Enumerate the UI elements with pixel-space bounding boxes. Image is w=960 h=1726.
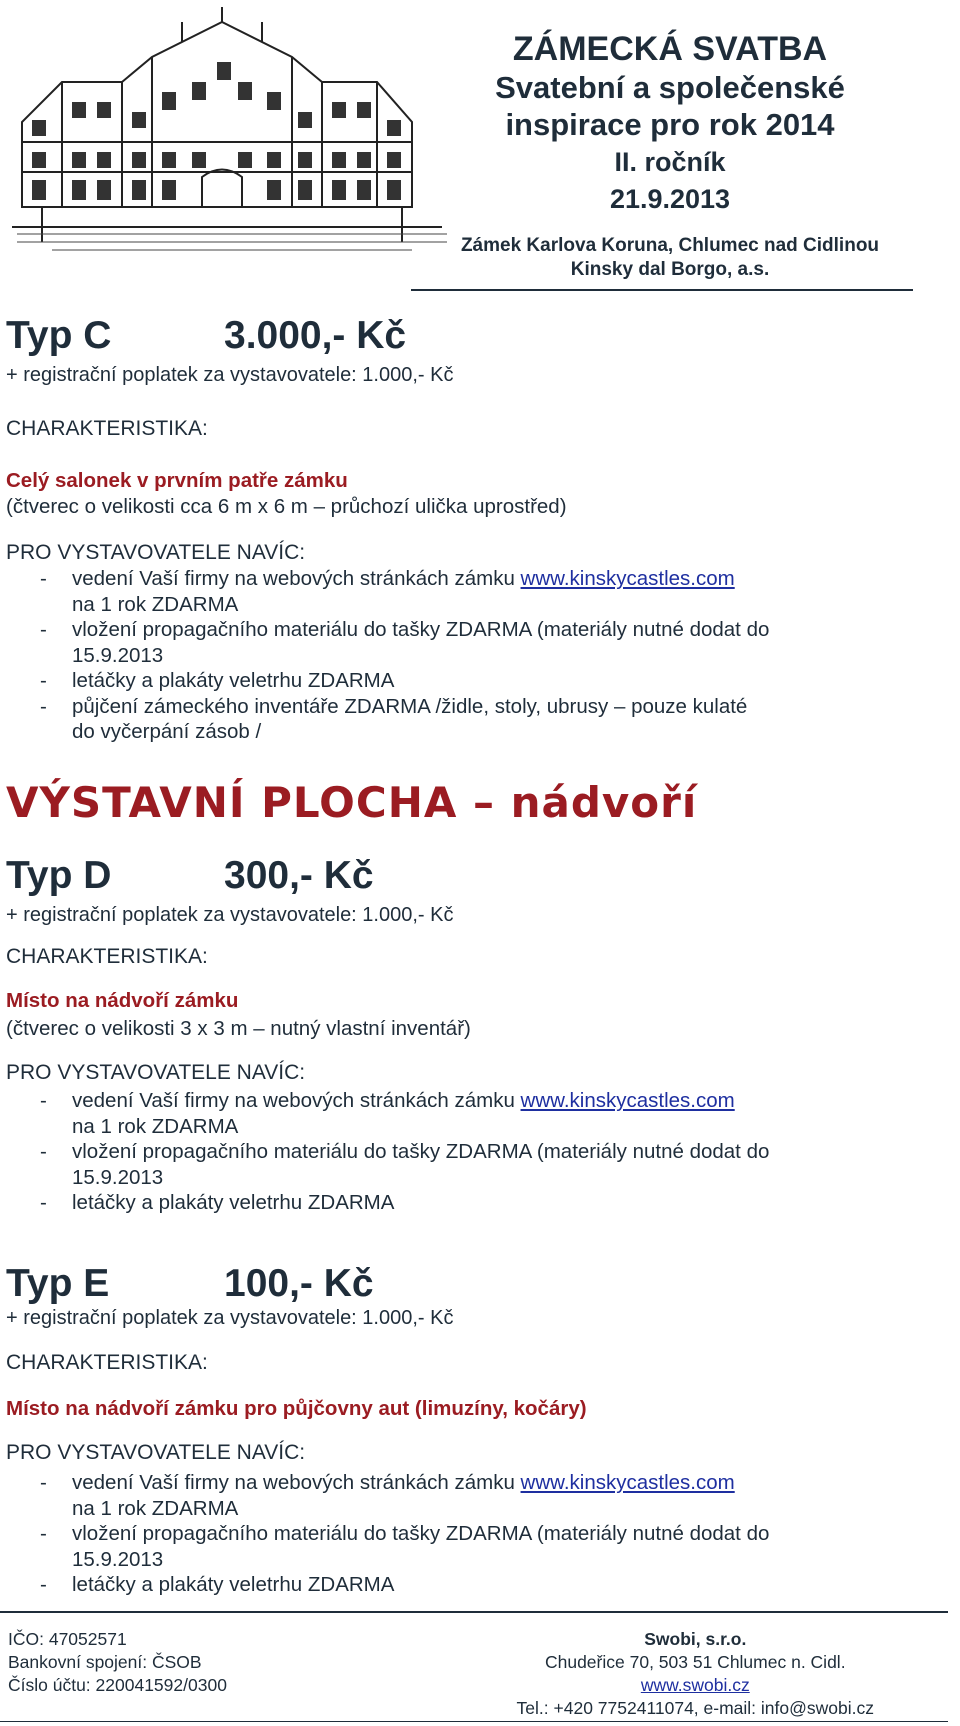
typ-d-heading bbox=[6, 854, 374, 898]
typ-e-heading bbox=[6, 1262, 374, 1306]
typ-c-name: Typ C bbox=[6, 314, 112, 357]
list-item: - vložení propagačního materiálu do tašky ZDARMA (materiály nutné dodat do bbox=[40, 1522, 770, 1545]
footer-company: Swobi, s.r.o. bbox=[644, 1629, 747, 1649]
list-item: - letáčky a plakáty veletrhu ZDARMA bbox=[40, 1191, 395, 1214]
footer-divider bbox=[0, 1611, 948, 1613]
list-item: na 1 rok ZDARMA bbox=[72, 1496, 239, 1520]
list-item: 15.9.2013 bbox=[72, 643, 164, 667]
typ-e-name: Typ E bbox=[6, 1262, 110, 1305]
typ-d-description: (čtverec o velikosti 3 x 3 m – nutný vlastní inventář) bbox=[6, 1017, 471, 1040]
typ-c-price: 3.000,- Kč bbox=[224, 314, 407, 357]
list-item: - vedení Vaší firmy na webových stránkách zámku www.kinskycastles.com bbox=[40, 1089, 735, 1112]
kinskycastles-link[interactable]: www.kinskycastles.com bbox=[520, 567, 735, 590]
typ-d-characteristics-label: CHARAKTERISTIKA: bbox=[6, 945, 208, 968]
list-item: - vedení Vaší firmy na webových stránkách zámku www.kinskycastles.com bbox=[40, 567, 735, 590]
list-item: na 1 rok ZDARMA bbox=[72, 592, 239, 616]
list-item: - vložení propagačního materiálu do tašky ZDARMA (materiály nutné dodat do bbox=[40, 618, 770, 641]
typ-d-name: Typ D bbox=[6, 854, 112, 897]
list-item: na 1 rok ZDARMA bbox=[72, 1114, 239, 1138]
footer-right bbox=[517, 1628, 874, 1720]
list-item: - půjčení zámeckého inventáře ZDARMA /židle, stoly, ubrusy – pouze kulaté bbox=[40, 694, 748, 718]
event-venue: Zámek Karlova Koruna, Chlumec nad Cidlinou bbox=[460, 235, 880, 256]
event-subtitle-line1: Svatební a společenské bbox=[495, 70, 845, 105]
event-date: 21.9.2013 bbox=[609, 184, 731, 214]
footer-bottom-divider bbox=[0, 1721, 948, 1722]
footer-bank: Bankovní spojení: ČSOB bbox=[8, 1652, 202, 1672]
list-item: - vedení Vaší firmy na webových stránkách zámku www.kinskycastles.com bbox=[40, 1471, 735, 1494]
event-title: ZÁMECKÁ SVATBA bbox=[512, 30, 828, 68]
typ-c-characteristics-label: CHARAKTERISTIKA: bbox=[6, 417, 208, 440]
typ-e-headline: Místo na nádvoří zámku pro půjčovny aut (limuzíny, kočáry) bbox=[6, 1397, 587, 1420]
typ-c-headline: Celý salonek v prvním patře zámku bbox=[6, 469, 348, 492]
event-subtitle-line2: inspirace pro rok 2014 bbox=[505, 107, 835, 142]
typ-e-extras-label: PRO VYSTAVOVATELE NAVÍC: bbox=[6, 1441, 306, 1464]
event-owner: Kinsky dal Borgo, a.s. bbox=[570, 259, 770, 280]
event-edition: II. ročník bbox=[614, 147, 726, 177]
list-item: 15.9.2013 bbox=[72, 1165, 164, 1189]
list-item: 15.9.2013 bbox=[72, 1547, 164, 1571]
typ-c-registration: + registrační poplatek za vystavovatele: 1.000,- Kč bbox=[6, 364, 454, 386]
footer-address: Chudeřice 70, 503 51 Chlumec n. Cidl. bbox=[544, 1652, 846, 1672]
footer-website-link[interactable]: www.swobi.cz bbox=[640, 1675, 750, 1695]
castle-illustration-icon bbox=[2, 2, 457, 280]
typ-d-headline: Místo na nádvoří zámku bbox=[6, 989, 239, 1012]
typ-e-extras-list bbox=[0, 1470, 769, 1598]
list-item: - vložení propagačního materiálu do tašky ZDARMA (materiály nutné dodat do bbox=[40, 1140, 770, 1163]
castle-logo bbox=[2, 2, 457, 280]
typ-d-registration: + registrační poplatek za vystavovatele: 1.000,- Kč bbox=[6, 904, 454, 926]
header-divider bbox=[411, 289, 913, 291]
list-item: - letáčky a plakáty veletrhu ZDARMA bbox=[40, 1573, 395, 1596]
typ-e-characteristics-label: CHARAKTERISTIKA: bbox=[6, 1351, 208, 1374]
footer-account: Číslo účtu: 220041592/0300 bbox=[8, 1675, 227, 1695]
footer-left bbox=[8, 1628, 227, 1697]
kinskycastles-link[interactable]: www.kinskycastles.com bbox=[520, 1471, 735, 1494]
typ-c-extras-label: PRO VYSTAVOVATELE NAVÍC: bbox=[6, 541, 306, 564]
typ-d-extras-label: PRO VYSTAVOVATELE NAVÍC: bbox=[6, 1061, 306, 1084]
list-item: - letáčky a plakáty veletrhu ZDARMA bbox=[40, 669, 395, 692]
typ-d-price: 300,- Kč bbox=[224, 854, 374, 897]
section-heading: VÝSTAVNÍ PLOCHA – nádvoří bbox=[6, 778, 698, 827]
kinskycastles-link[interactable]: www.kinskycastles.com bbox=[520, 1089, 735, 1112]
typ-e-price: 100,- Kč bbox=[224, 1262, 374, 1305]
list-item: do vyčerpání zásob / bbox=[72, 720, 262, 743]
typ-c-extras-list bbox=[0, 566, 769, 745]
footer-contact: Tel.: +420 7752411074, e-mail: info@swobi.cz bbox=[516, 1698, 874, 1718]
typ-c-heading bbox=[6, 314, 407, 358]
typ-e-registration: + registrační poplatek za vystavovatele: 1.000,- Kč bbox=[6, 1307, 454, 1329]
typ-d-extras-list bbox=[0, 1088, 769, 1216]
footer-ico: IČO: 47052571 bbox=[8, 1629, 127, 1649]
typ-c-description: (čtverec o velikosti cca 6 m x 6 m – průchozí ulička uprostřed) bbox=[6, 495, 567, 518]
